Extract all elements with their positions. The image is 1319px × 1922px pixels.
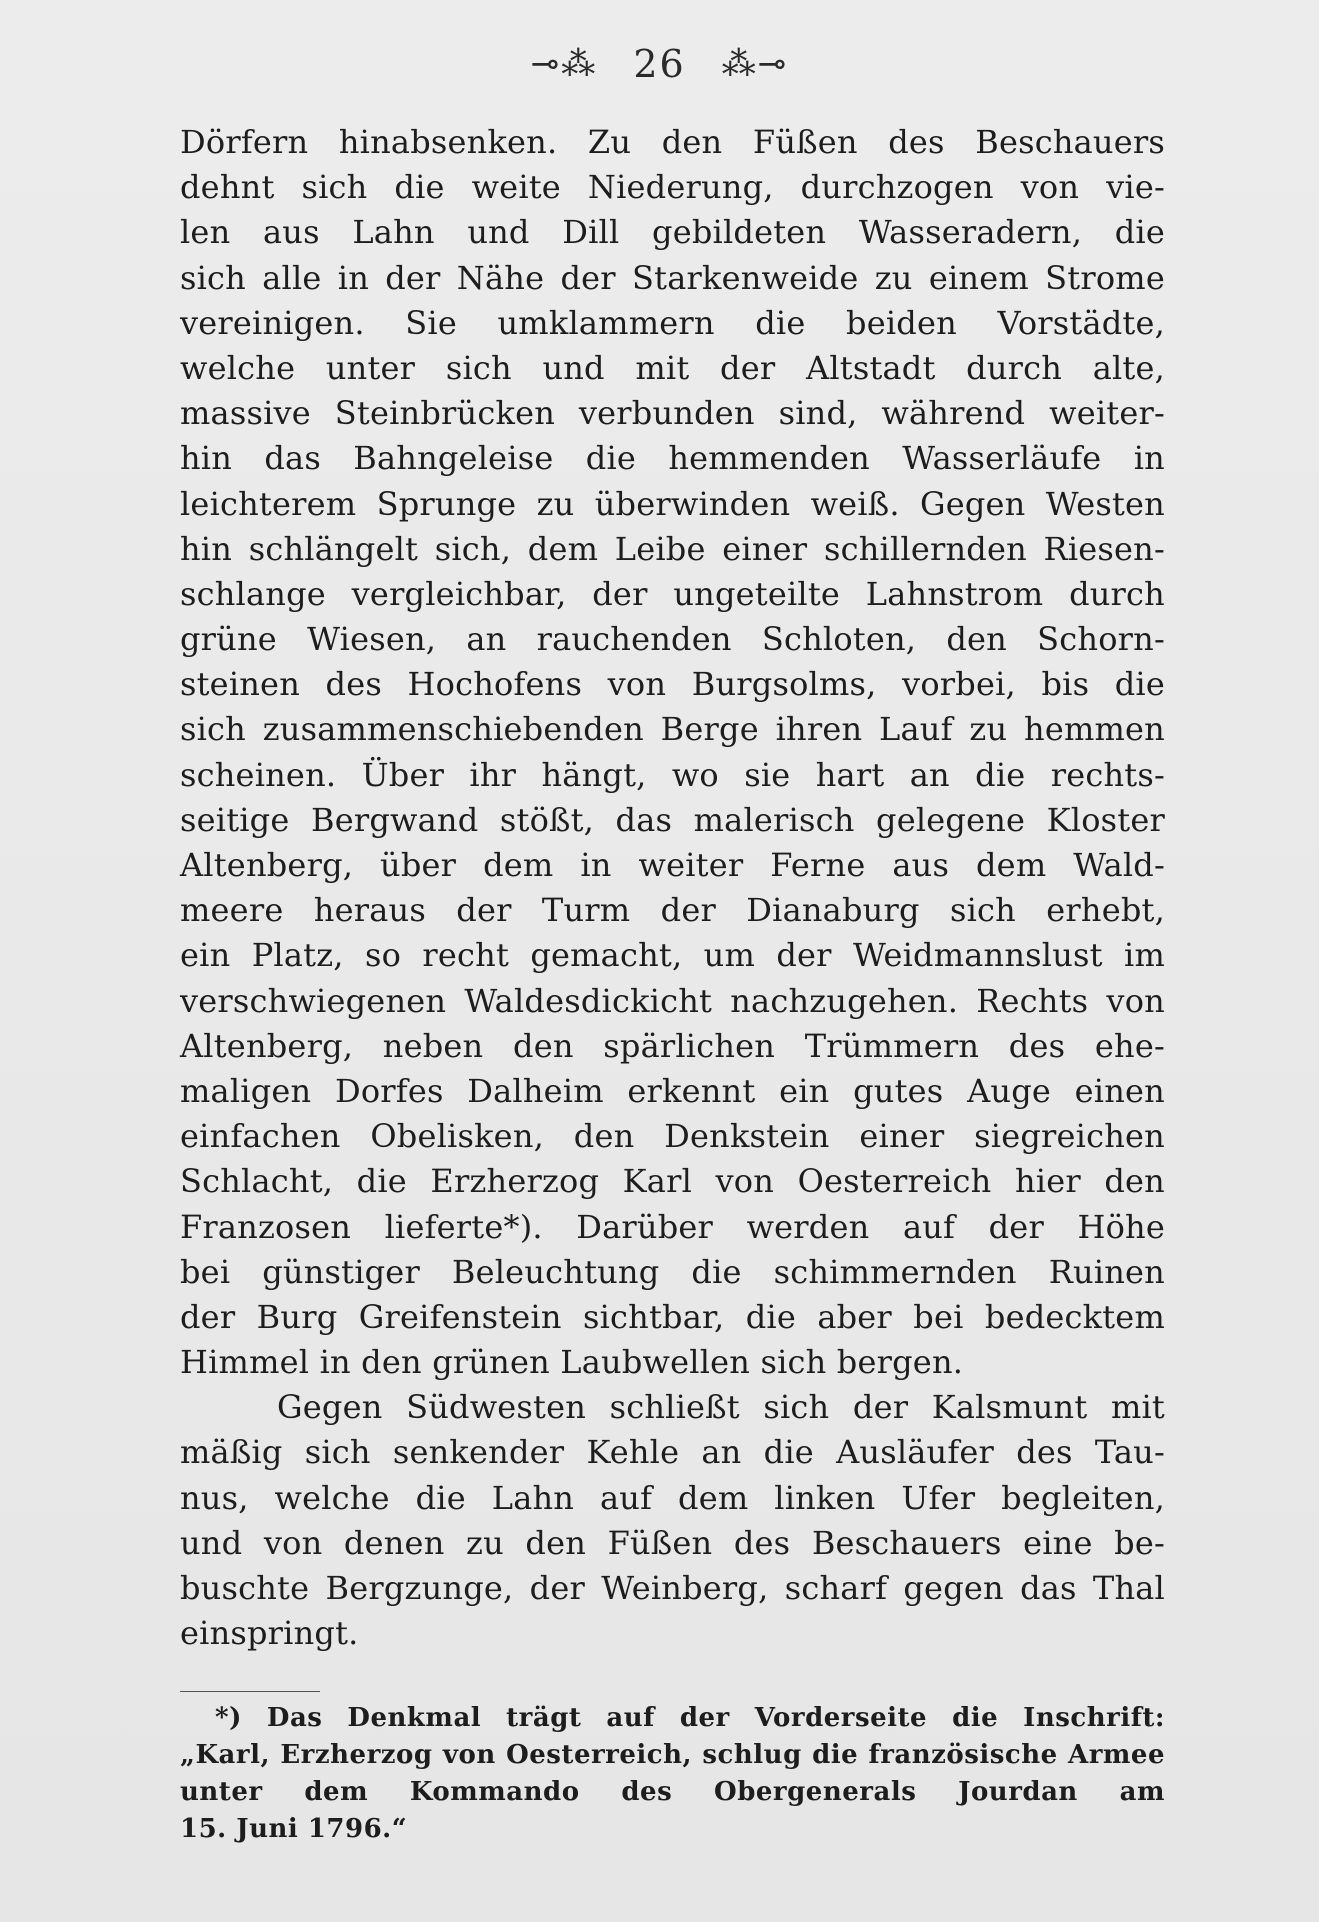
- text-line: einfachen Obelisken, den Denkstein einer siegreichen: [180, 1117, 1165, 1156]
- text-line: vereinigen. Sie umklammern die beiden Vorstädte,: [180, 303, 1165, 342]
- text-line: einspringt.: [180, 1614, 359, 1653]
- text-line: scheinen. Über ihr hängt, wo sie hart an die rechts-: [180, 755, 1165, 794]
- text-line: grüne Wiesen, an rauchenden Schloten, den Schorn-: [180, 620, 1165, 659]
- text-line: Altenberg, über dem in weiter Ferne aus dem Wald-: [180, 846, 1165, 884]
- text-line: hin das Bahngeleise die hemmenden Wasserläufe in: [180, 439, 1165, 478]
- text-line: und von denen zu den Füßen des Beschauers eine be-: [180, 1523, 1165, 1562]
- main-text: [180, 120, 1165, 1656]
- text-line: der Burg Greifenstein sichtbar, die aber bei bedecktem: [180, 1297, 1165, 1336]
- text-line: sich zusammenschiebenden Berge ihren Lauf zu hemmen: [180, 710, 1165, 749]
- text-line: schlange vergleichbar, der ungeteilte Lahnstrom durch: [180, 574, 1165, 613]
- text-line: hin schlängelt sich, dem Leibe einer schillernden Riesen-: [180, 529, 1165, 568]
- text-line: Franzosen lieferte*). Darüber werden auf der Höhe: [180, 1207, 1165, 1246]
- text-line: Schlacht, die Erzherzog Karl von Oesterreich hier den: [180, 1162, 1165, 1201]
- text-line: sich alle in der Nähe der Starkenweide zu einem Strome: [180, 258, 1165, 297]
- text-line: steinen des Hochofens von Burgsolms, vorbei, bis die: [180, 665, 1165, 704]
- ornament-right-icon: ⁂⊸: [721, 43, 789, 84]
- footnote-line: „Karl, Erzherzog von Oesterreich, schlug die französische Armee: [180, 1740, 1165, 1770]
- text-line: meere heraus der Turm der Dianaburg sich erhebt,: [180, 891, 1165, 930]
- text-line: verschwiegenen Waldesdickicht nachzugehen. Rechts von: [180, 981, 1165, 1020]
- text-line: Himmel in den grünen Laubwellen sich bergen.: [180, 1343, 964, 1382]
- text-line: Dörfern hinabsenken. Zu den Füßen des Beschauers: [180, 123, 1165, 161]
- page-header: [0, 38, 1319, 86]
- text-line: len aus Lahn und Dill gebildeten Wasseradern, die: [180, 213, 1165, 252]
- footnote-divider: [180, 1691, 320, 1692]
- text-line: maligen Dorfes Dalheim erkennt ein gutes Auge einen: [180, 1071, 1165, 1110]
- text-line: bei günstiger Beleuchtung die schimmernden Ruinen: [180, 1252, 1165, 1291]
- footnote-line: 15. Juni 1796.“: [180, 1814, 408, 1844]
- text-line: Altenberg, neben den spärlichen Trümmern des ehe-: [180, 1026, 1165, 1065]
- ornament-left-icon: ⊸⁂: [530, 43, 598, 84]
- text-line: leichterem Sprunge zu überwinden weiß. Gegen Westen: [180, 484, 1165, 523]
- text-line: welche unter sich und mit der Altstadt durch alte,: [180, 348, 1165, 387]
- footnote-line: unter dem Kommando des Obergenerals Jourdan am: [180, 1777, 1165, 1807]
- footnote-line: *) Das Denkmal trägt auf der Vorderseite die Inschrift:: [215, 1703, 1165, 1733]
- text-line: mäßig sich senkender Kehle an die Ausläufer des Tau-: [180, 1433, 1165, 1472]
- text-line-paragraph-start: Gegen Südwesten schließt sich der Kalsmunt mit: [277, 1388, 1165, 1427]
- text-line: ein Platz, so recht gemacht, um der Weidmannslust im: [180, 936, 1165, 975]
- text-line: buschte Bergzunge, der Weinberg, scharf gegen das Thal: [180, 1569, 1165, 1607]
- text-line: dehnt sich die weite Niederung, durchzogen von vie-: [180, 168, 1165, 207]
- text-line: seitige Bergwand stößt, das malerisch gelegene Kloster: [180, 800, 1165, 839]
- text-line: massive Steinbrücken verbunden sind, während weiter-: [180, 394, 1165, 433]
- page-number: 26: [633, 41, 686, 86]
- text-line: nus, welche die Lahn auf dem linken Ufer begleiten,: [180, 1478, 1165, 1517]
- footnote: [180, 1700, 1165, 1848]
